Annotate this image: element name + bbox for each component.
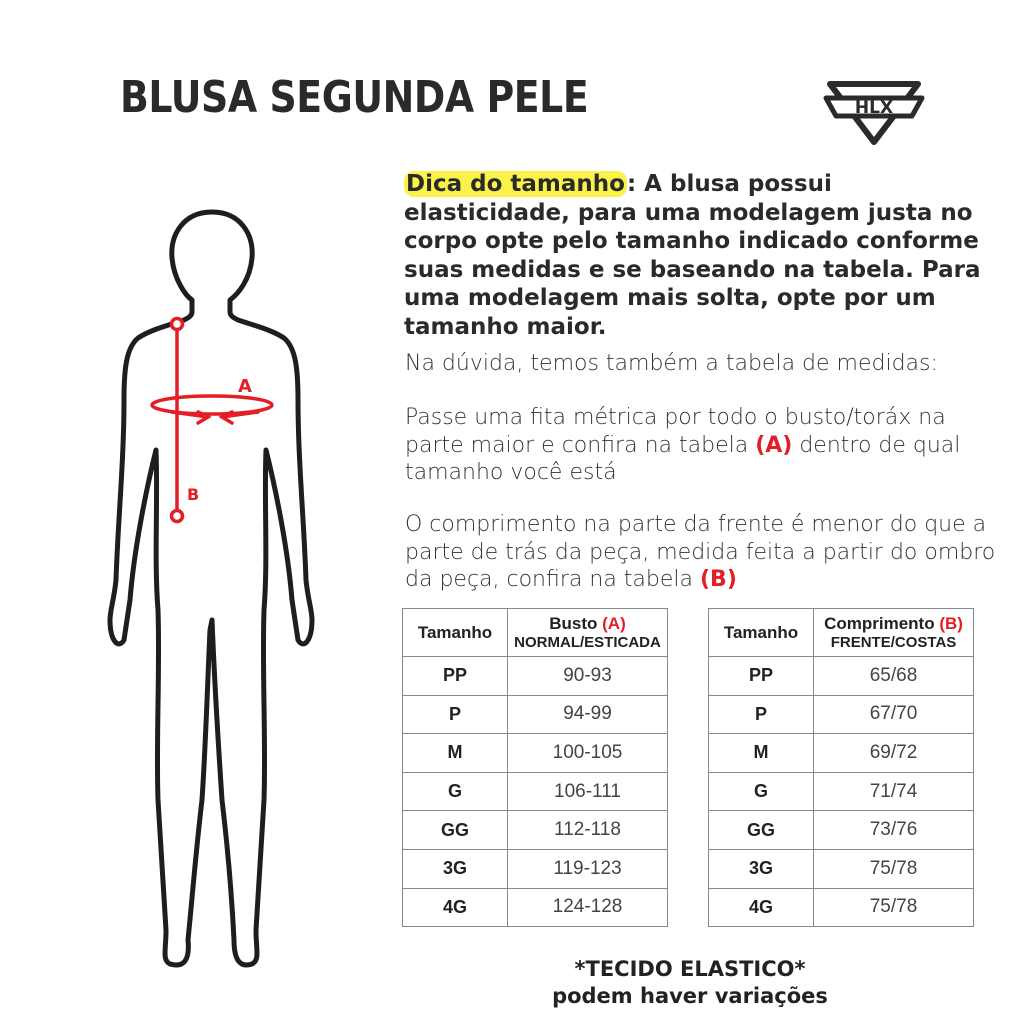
head-outline [110,212,312,965]
table-row [709,888,974,927]
size-cell: 4G [403,888,508,927]
table-row [403,734,668,773]
tip-text: : A blusa possui elasticidade, para uma modelagem justa no corpo opte pelo tamanho indicado conforme suas medidas e se baseando na tabela. Para uma modelagem mais solta, opte por um tamanho maior. [404,171,981,340]
table-row [403,657,668,696]
size-cell: 3G [709,849,814,888]
length-header-main: Comprimento [824,614,935,633]
length-end-point [172,511,183,522]
arrow-right-icon [222,412,258,423]
tip-highlight: Dica do tamanho [406,171,625,197]
ref-a: (A) [755,432,793,458]
table-row [403,849,668,888]
value-cell: 90-93 [508,657,668,696]
length-instructions-text: O comprimento na parte da frente é menor do que a parte de trás da peça, medida feita a partir do ombro da peça, confira na tabela [405,512,996,592]
value-cell: 71/74 [814,772,974,811]
body-figure [100,200,330,1020]
table-row [403,811,668,850]
table-row [709,849,974,888]
ref-b: (B) [700,567,737,592]
value-cell: 119-123 [508,849,668,888]
size-cell: G [709,772,814,811]
bust-instructions-text: Passe uma fita métrica por todo o busto/toráx na parte maior e confira na tabela [405,405,946,458]
value-cell: 69/72 [814,734,974,773]
value-cell: 67/70 [814,695,974,734]
size-cell: PP [403,657,508,696]
table-row [709,734,974,773]
bust-header-main: Busto [549,614,598,633]
footer-note [400,956,980,1010]
bust-table-col-bust [508,609,668,657]
size-cell: GG [403,811,508,850]
size-cell: PP [709,657,814,696]
value-cell: 100-105 [508,734,668,773]
value-cell: 112-118 [508,811,668,850]
length-header-sub: FRENTE/COSTAS [830,634,957,651]
footer-line-1: *TECIDO ELASTICO* [574,957,806,981]
size-cell: M [709,734,814,773]
bust-header-ref: (A) [602,614,626,633]
length-table [708,608,974,927]
value-cell: 124-128 [508,888,668,927]
value-cell: 106-111 [508,772,668,811]
size-cell: P [709,695,814,734]
table-row [403,772,668,811]
value-cell: 65/68 [814,657,974,696]
table-row [709,657,974,696]
length-instructions [405,511,1005,594]
bust-instructions [405,404,1005,487]
length-table-col-length [814,609,974,657]
size-cell: G [403,772,508,811]
footer-line-2: podem haver variações [552,984,828,1008]
table-row [403,695,668,734]
hlx-logo [822,76,926,148]
size-cell: 4G [709,888,814,927]
bust-table-col-size: Tamanho [403,609,508,657]
bust-header-sub: NORMAL/ESTICADA [514,634,661,651]
size-cell: P [403,695,508,734]
size-tip [404,170,994,341]
table-row [709,772,974,811]
label-a: A [238,376,252,397]
value-cell: 73/76 [814,811,974,850]
value-cell: 75/78 [814,888,974,927]
size-cell: 3G [403,849,508,888]
logo-text: HLX [854,98,894,118]
length-table-col-size: Tamanho [709,609,814,657]
size-cell: GG [709,811,814,850]
value-cell: 94-99 [508,695,668,734]
intro-text: Na dúvida, temos também a tabela de medidas: [405,351,938,376]
length-header-ref: (B) [939,614,963,633]
shoulder-point [172,319,183,330]
bust-table [402,608,668,927]
value-cell: 75/78 [814,849,974,888]
label-b: B [187,485,200,504]
page-title: BLUSA SEGUNDA PELE [120,72,589,123]
table-row [403,888,668,927]
table-row [709,811,974,850]
table-row [709,695,974,734]
bust-instructions-end: dentro de qual tamanho você está [405,432,961,485]
size-cell: M [403,734,508,773]
